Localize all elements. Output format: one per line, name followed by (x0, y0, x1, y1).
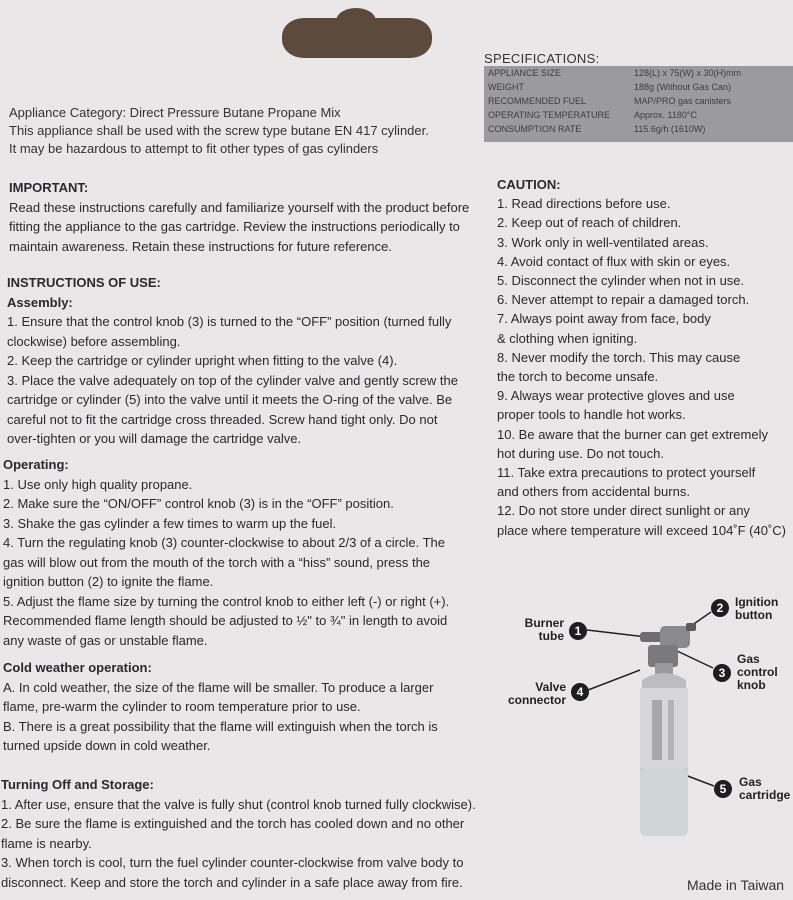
burner-tube-label-line1: Burner (524, 616, 564, 630)
burner-tube-label (514, 617, 564, 643)
caution-line: hot during use. Do not touch. (497, 445, 664, 461)
part-number-2: 2 (711, 599, 729, 617)
specifications-table (484, 66, 793, 142)
made-in-label: Made in Taiwan (687, 877, 785, 893)
important-heading: IMPORTANT: (9, 180, 89, 195)
operating-line: 4. Turn the regulating knob (3) counter-clockwise to about 2/3 of a circle. The (3, 535, 445, 550)
assembly-line: 1. Ensure that the control knob (3) is turned to the “OFF” position (turned fully (7, 314, 452, 329)
spec-label: OPERATING TEMPERATURE (488, 110, 611, 120)
assembly-line: 3. Place the valve adequately on top of the cylinder valve and gently screw the (7, 372, 458, 388)
valve-connector-label-line2: connector (507, 693, 566, 707)
caution-line: and others from accidental burns. (497, 484, 690, 500)
burner-tube-label-line2: tube (538, 629, 564, 643)
turning-off-line: 2. Be sure the flame is extinguished and the torch has cooled down and no other (1, 816, 465, 831)
turning-off-line: flame is nearby. (1, 835, 92, 851)
important-section (9, 178, 469, 256)
cold-weather-heading: Cold weather operation: (3, 660, 152, 675)
turning-off-heading: Turning Off and Storage: (1, 777, 154, 792)
hang-hole (282, 18, 432, 58)
caution-line: 4. Avoid contact of flux with skin or eyes. (497, 253, 731, 269)
operating-line: any waste of gas or unstable flame. (3, 632, 208, 648)
appliance-category-line: Appliance Category: Direct Pressure Butane Propane Mix (9, 105, 341, 120)
cold-weather-line: B. There is a great possibility that the flame will extinguish when the torch is (3, 718, 438, 734)
caution-line: place where temperature will exceed 104˚F (40˚C) (497, 522, 787, 538)
cold-weather-line: flame, pre-warm the cylinder to room temperature prior to use. (3, 699, 361, 714)
part-number-4: 4 (571, 683, 589, 701)
caution-line: 12. Do not store under direct sunlight or any (497, 503, 750, 519)
caution-section (497, 175, 786, 540)
operating-heading: Operating: (3, 457, 69, 472)
caution-line: 6. Never attempt to repair a damaged torch. (497, 292, 750, 308)
caution-line: 1. Read directions before use. (497, 196, 671, 212)
operating-line: 1. Use only high quality propane. (3, 476, 193, 492)
assembly-line: over-tighten or you will damage the cartridge valve. (7, 431, 302, 446)
cold-weather-section (3, 658, 438, 756)
turning-off-line: disconnect. Keep and store the torch and cylinder in a safe place away from fire. (1, 874, 463, 890)
spec-value: 115.6g/h (1610W) (634, 124, 706, 134)
gas-cartridge-label-line1: Gas (739, 775, 762, 789)
important-line: maintain awareness. Retain these instructions for future reference. (9, 238, 392, 254)
caution-heading: CAUTION: (497, 177, 561, 192)
operating-line: 5. Adjust the flame size by turning the control knob to either left (-) or right (+). (3, 593, 450, 609)
spec-value: MAP/PRO gas canisters (634, 96, 732, 106)
gas-control-knob-label-line3: knob (737, 678, 766, 692)
assembly-line: careful not to fit the cartridge cross threaded. Screw hand tight only. Do not (7, 411, 438, 427)
gas-control-knob-label-line1: Gas (737, 652, 760, 666)
caution-line: 3. Work only in well-ventilated areas. (497, 234, 709, 250)
caution-line: the torch to become unsafe. (497, 369, 659, 385)
appliance-category-line: It may be hazardous to attempt to fit other types of gas cylinders (9, 141, 379, 156)
caution-line: 9. Always wear protective gloves and use (497, 388, 735, 404)
caution-line: proper tools to handle hot works. (497, 407, 686, 423)
operating-line: 3. Shake the gas cylinder a few times to warm up the fuel. (3, 515, 337, 531)
appliance-category (9, 104, 429, 158)
instructions-heading: INSTRUCTIONS OF USE: (7, 275, 161, 290)
part-number-3: 3 (713, 664, 731, 682)
operating-line: ignition button (2) to ignite the flame. (3, 574, 214, 589)
ignition-button-label-line1: Ignition (735, 595, 779, 609)
assembly-line: clockwise) before assembling. (7, 333, 181, 349)
spec-label: CONSUMPTION RATE (488, 124, 582, 134)
operating-line: 2. Make sure the “ON/OFF” control knob (3) is in the “OFF” position. (3, 496, 394, 511)
ignition-button-label-line2: button (735, 608, 773, 622)
assembly-section (7, 273, 458, 449)
assembly-line: cartridge or cylinder (5) into the valve until it meets the O-ring of the valve. Be (7, 392, 453, 407)
important-line: Read these instructions carefully and familiarize yourself with the product before (9, 199, 470, 215)
caution-line: 5. Disconnect the cylinder when not in use. (497, 273, 745, 289)
spec-value: 128(L) x 75(W) x 30(H)mm (634, 68, 742, 78)
spec-label: APPLIANCE SIZE (488, 68, 562, 78)
spec-value: Approx. 1180°C (634, 110, 697, 120)
part-number-5: 5 (714, 780, 732, 798)
turning-off-section (1, 775, 476, 892)
operating-line: Recommended flame length should be adjusted to ½" to ¾" in length to avoid (3, 613, 448, 628)
important-line: fitting the appliance to the gas cartridge. Review the instructions periodically to (9, 219, 460, 234)
cold-weather-line: turned upside down in cold weather. (3, 738, 211, 753)
spec-label: RECOMMENDED FUEL (488, 96, 587, 106)
ignition-button-label (735, 596, 778, 622)
caution-line: 11. Take extra precautions to protect yourself (497, 465, 756, 481)
operating-section (3, 455, 449, 650)
assembly-heading: Assembly: (7, 294, 73, 310)
appliance-category-line: This appliance shall be used with the screw type butane EN 417 cylinder. (9, 123, 429, 138)
valve-connector-label (494, 681, 566, 707)
gas-cartridge-label-line2: cartridge (739, 788, 791, 802)
gas-control-knob-label-line2: control (737, 665, 778, 679)
turning-off-line: 3. When torch is cool, turn the fuel cylinder counter-clockwise from valve body to (1, 855, 464, 870)
specifications-title: SPECIFICATIONS: (484, 51, 600, 66)
spec-value: 188g (Without Gas Can) (634, 82, 732, 92)
cold-weather-line: A. In cold weather, the size of the flame will be smaller. To produce a larger (3, 679, 434, 695)
part-number-1: 1 (569, 622, 587, 640)
assembly-line: 2. Keep the cartridge or cylinder upright when fitting to the valve (4). (7, 353, 398, 368)
caution-line: & clothing when igniting. (497, 330, 638, 346)
turning-off-line: 1. After use, ensure that the valve is fully shut (control knob turned fully clockwise). (1, 796, 476, 812)
gas-control-knob-label (737, 653, 778, 692)
spec-label: WEIGHT (488, 82, 524, 92)
caution-line: 8. Never modify the torch. This may cause (497, 349, 741, 365)
valve-connector-label-line1: Valve (535, 680, 566, 694)
caution-line: 7. Always point away from face, body (497, 311, 711, 327)
caution-line: 2. Keep out of reach of children. (497, 215, 682, 231)
gas-cartridge-label (739, 776, 790, 802)
caution-line: 10. Be aware that the burner can get extremely (497, 426, 768, 442)
operating-line: gas will blow out from the mouth of the torch with a “hiss” sound, press the (3, 554, 431, 570)
torch-diagram (490, 590, 793, 845)
